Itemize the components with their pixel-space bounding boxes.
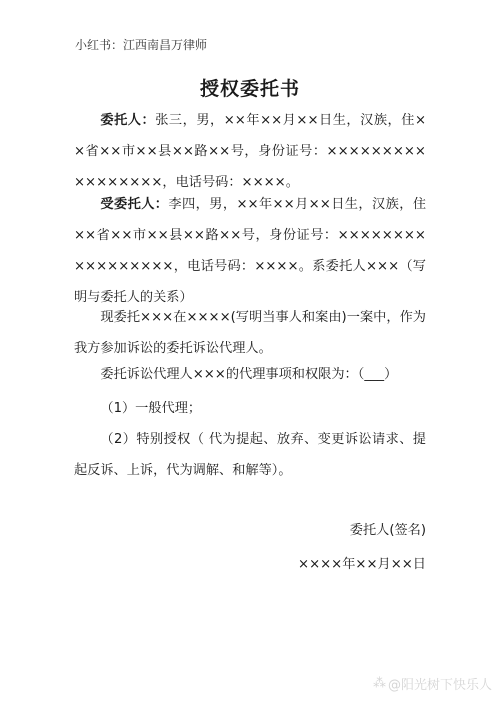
case-paragraph: 现委托×××在××××(写明当事人和案由)一案中，作为我方参加诉讼的委托诉讼代理人。 <box>74 310 426 356</box>
watermark-logo-icon: ⁂ <box>372 676 386 691</box>
document-title: 授权委托书 <box>199 78 300 100</box>
watermark-text: @阳光树下快乐人 <box>387 678 492 693</box>
signature-line: 委托人(签名) <box>349 523 426 538</box>
principal-text: 张三，男，××年××月××日生，汉族，住××省××市××县××路××号，身份证号：×××××××××××××××××，电话号码：××××。 <box>74 113 426 190</box>
agent-label: 受委托人： <box>100 197 169 212</box>
date-line: ××××年××月××日 <box>298 557 426 572</box>
principal-label: 委托人： <box>100 113 156 128</box>
scope-paragraph: 委托诉讼代理人×××的代理事项和权限为：（___） <box>100 367 398 382</box>
option-general: （1）一般代理； <box>100 401 202 416</box>
header-note: 小红书：江西南昌万律师 <box>75 38 208 52</box>
option-special: （2）特别授权（ 代为提起、放弃、变更诉讼请求、提起反诉、上诉，代为调解、和解等）。 <box>74 432 426 478</box>
principal-paragraph <box>74 105 426 198</box>
agent-paragraph <box>74 189 426 313</box>
agent-text: 李四，男，××年××月××日生，汉族，住××省××市××县××路××号，身份证号：×××××××××××××××××，电话号码：××××。系委托人×××（写明与委托人的关系） <box>74 197 427 305</box>
watermark <box>373 674 492 693</box>
